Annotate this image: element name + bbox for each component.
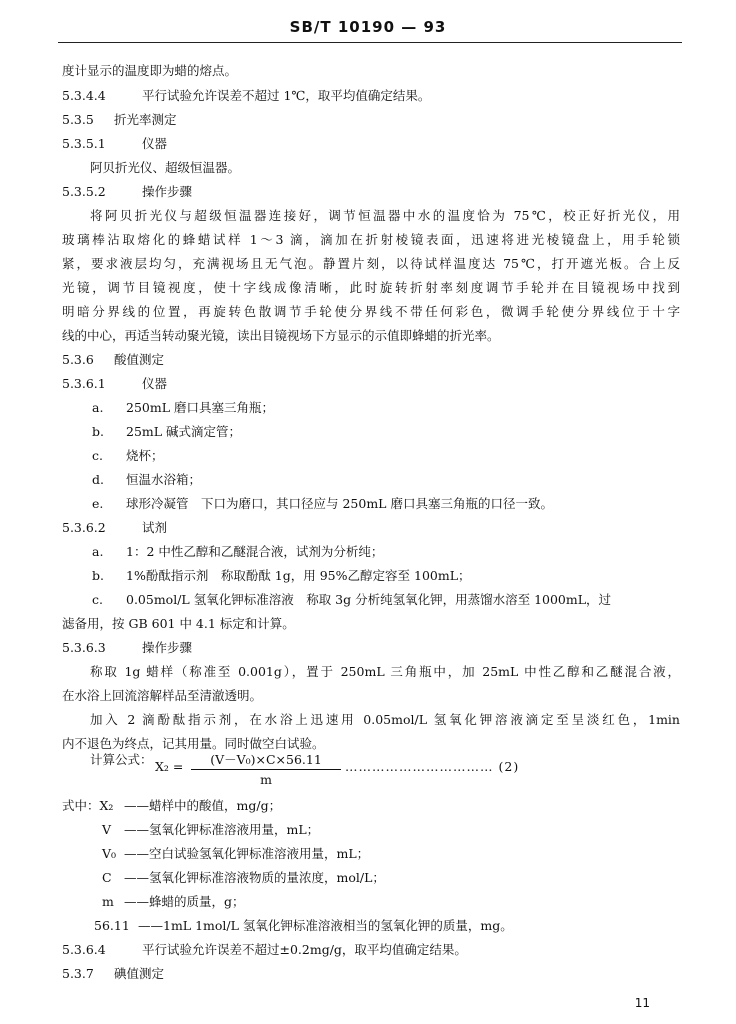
list-marker: d. [92, 472, 104, 487]
definition-symbol: 56.11 [94, 918, 130, 933]
clause-5-3-6-3 [62, 639, 192, 657]
clause-number: 5.3.5.1 [62, 136, 106, 151]
list-marker: c. [92, 448, 103, 463]
clause-number: 5.3.4.4 [62, 88, 106, 103]
list-item [92, 591, 611, 609]
list-text: 球形冷凝管 下口为磨口，其口径应与 250mL 磨口具塞三角瓶的口径一致。 [126, 496, 553, 511]
definition-item [102, 821, 319, 839]
text-line: 线的中心，再适当转动聚光镜，读出目镜视场下方显示的示值即蜂蜡的折光率。 [62, 328, 500, 343]
definition-item [62, 797, 281, 815]
list-item [92, 567, 471, 585]
section-heading: 仪器 [142, 376, 168, 391]
text-line: 度计显示的温度即为蜡的熔点。 [62, 63, 238, 78]
page-header: SB/T 10190 — 93 [289, 18, 447, 36]
definition-text: ——氢氧化钾标准溶液物质的量浓度，mol/L； [124, 870, 385, 885]
definition-symbol: C [102, 870, 112, 885]
text-line: 在水浴上回流溶解样品至清澈透明。 [62, 688, 263, 703]
text-line: 加入 2 滴酚酞指示剂，在水浴上迅速用 0.05mol/L 氢氧化钾溶液滴定至呈淡红色，1min [90, 712, 680, 727]
section-heading: 操作步骤 [142, 184, 193, 199]
formula-fraction [191, 750, 341, 787]
list-marker: b. [92, 568, 104, 583]
list-item [92, 399, 274, 417]
list-item [92, 543, 383, 561]
text-line: 紧，要求液层均匀，充满视场且无气泡。静置片刻，以待试样温度达 75℃，打开遮光板。合上反 [62, 256, 680, 271]
definition-item [102, 845, 369, 863]
clause-number: 5.3.6.1 [62, 376, 106, 391]
clause-number: 5.3.5.2 [62, 184, 106, 199]
definition-symbol: V [102, 822, 112, 837]
clause-text: 平行试验允许误差不超过 1℃，取平均值确定结果。 [142, 88, 431, 103]
leader-dots: …………………………… [345, 759, 494, 774]
list-item [92, 447, 164, 465]
list-text: 恒温水浴箱； [126, 472, 202, 487]
clause-number: 5.3.7 [62, 966, 94, 981]
definition-symbol: V₀ [102, 846, 117, 861]
header-rule [58, 42, 682, 43]
section-heading: 试剂 [142, 520, 168, 535]
definition-text: ——氢氧化钾标准溶液用量，mL； [124, 822, 320, 837]
formula-leader [345, 759, 519, 774]
clause-number: 5.3.6.3 [62, 640, 106, 655]
clause-5-3-6-4 [62, 941, 467, 959]
text-line: 阿贝折光仪、超级恒温器。 [90, 160, 241, 175]
clause-number: 5.3.6.4 [62, 942, 106, 957]
clause-5-3-6-2 [62, 519, 167, 537]
text-line: 光镜，调节目镜视度，使十字线成像清晰，此时旋转折射率刻度调节手轮并在目镜视场中找到 [62, 280, 680, 295]
text-line: 滤备用，按 GB 601 中 4.1 标定和计算。 [62, 616, 295, 631]
clause-number: 5.3.6.2 [62, 520, 106, 535]
text-line: 玻璃棒沾取熔化的蜂蜡试样 1～3 滴，滴加在折射棱镜表面，迅速将进光棱镜盘上，用手轮锁 [62, 232, 680, 247]
definition-text: ——蜡样中的酸值，mg/g； [124, 798, 282, 813]
clause-5-3-4-4 [62, 87, 430, 105]
text-line: 将阿贝折光仪与超级恒温器连接好，调节恒温器中水的温度恰为 75℃，校正好折光仪，用 [90, 208, 680, 223]
clause-number: 5.3.5 [62, 112, 94, 127]
list-text: 0.05mol/L 氢氧化钾标准溶液 称取 3g 分析纯氢氧化钾，用蒸馏水溶至 1000mL，过 [126, 592, 612, 607]
definition-text: ——蜂蜡的质量，g； [124, 894, 245, 909]
list-text: 烧杯； [126, 448, 164, 463]
list-item [92, 495, 553, 513]
list-item [92, 471, 201, 489]
list-marker: b. [92, 424, 104, 439]
section-heading: 碘值测定 [114, 966, 165, 981]
formula-denominator: m [260, 772, 272, 787]
clause-5-3-7 [62, 965, 164, 983]
definition-text: ——空白试验氢氧化钾标准溶液用量，mL； [124, 846, 370, 861]
section-heading: 仪器 [142, 136, 168, 151]
clause-text: 平行试验允许误差不超过±0.2mg/g，取平均值确定结果。 [142, 942, 467, 957]
definition-text: ——1mL 1mol/L 氢氧化钾标准溶液相当的氢氧化钾的质量，mg。 [138, 918, 513, 933]
equation-number: (2) [498, 759, 520, 774]
list-text: 25mL 碱式滴定管； [126, 424, 242, 439]
list-marker: a. [92, 544, 104, 559]
definition-item [102, 893, 245, 911]
section-heading: 折光率测定 [114, 112, 177, 127]
definition-symbol: m [102, 894, 114, 909]
clause-5-3-5-2 [62, 183, 192, 201]
section-heading: 操作步骤 [142, 640, 193, 655]
definition-item [94, 917, 513, 935]
definition-item [102, 869, 385, 887]
clause-5-3-5-1 [62, 135, 167, 153]
formula-numerator: (V－V₀)×C×56.11 [191, 750, 341, 770]
text-line: 称取 1g 蜡样（称准至 0.001g），置于 250mL 三角瓶中，加 25mL 中性乙醇和乙醚混合液， [90, 664, 680, 679]
clause-5-3-5 [62, 111, 177, 129]
list-item [92, 423, 241, 441]
text-line: 明暗分界线的位置，再旋转色散调节手轮使分界线不带任何彩色，微调手轮使分界线位于十字 [62, 304, 680, 319]
list-text: 250mL 磨口具塞三角瓶； [126, 400, 274, 415]
text-line: 内不退色为终点，记其用量。同时做空白试验。 [62, 736, 325, 751]
formula-lhs: X₂ = [155, 759, 184, 774]
list-marker: a. [92, 400, 104, 415]
clause-number: 5.3.6 [62, 352, 94, 367]
list-marker: c. [92, 592, 103, 607]
text-line: 计算公式： [90, 752, 153, 767]
section-heading: 酸值测定 [114, 352, 165, 367]
page-number: 11 [634, 996, 650, 1010]
list-marker: e. [92, 496, 104, 511]
clause-5-3-6 [62, 351, 164, 369]
list-text: 1：2 中性乙醇和乙醚混合液，试剂为分析纯； [126, 544, 384, 559]
definition-symbol: 式中：X₂ [62, 798, 114, 813]
list-text: 1%酚酞指示剂 称取酚酞 1g，用 95%乙醇定容至 100mL； [126, 568, 471, 583]
clause-5-3-6-1 [62, 375, 167, 393]
